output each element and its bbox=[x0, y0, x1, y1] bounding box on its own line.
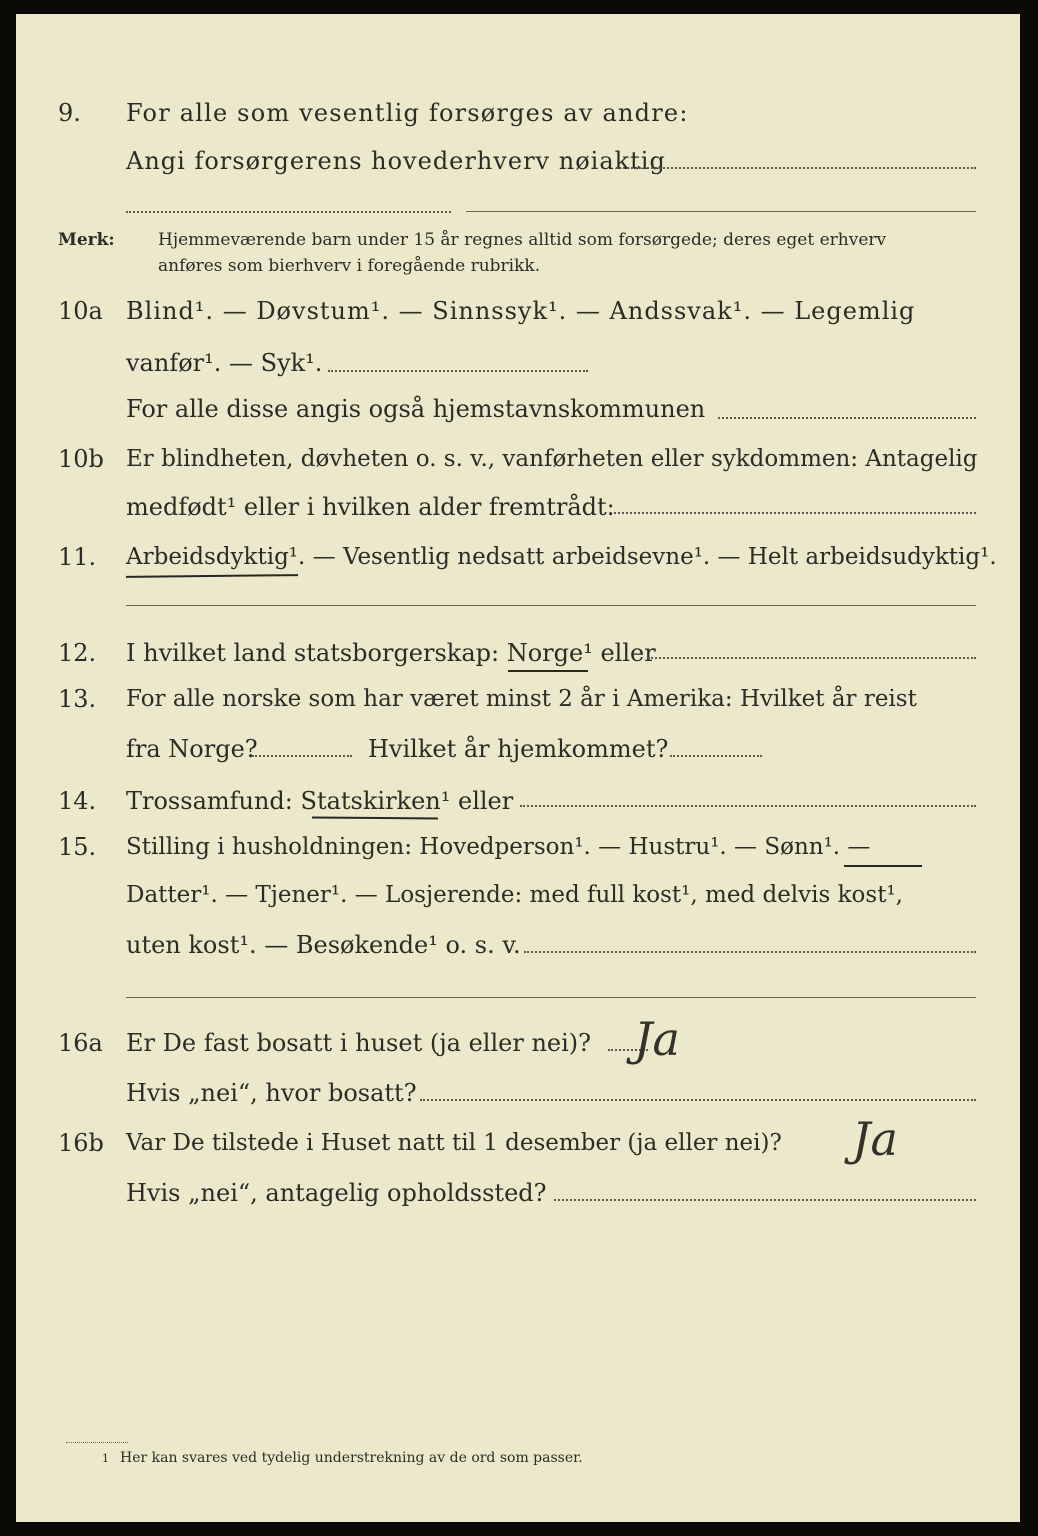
q10b-line2: medfødt¹ eller i hvilken alder fremtrådt: bbox=[126, 493, 615, 521]
footnote-rule bbox=[66, 1442, 128, 1443]
q10a-home-municipality-field[interactable] bbox=[718, 417, 976, 419]
q16a-line2: Hvis „nei“, hvor bosatt? bbox=[126, 1079, 417, 1107]
q10a-line1: Blind¹. — Døvstum¹. — Sinnssyk¹. — Andssvak¹. — Legemlig bbox=[126, 297, 916, 325]
q13-line1: For alle norske som har været minst 2 år i Amerika: Hvilket år reist bbox=[126, 686, 917, 712]
q16a-number: 16a bbox=[58, 1029, 103, 1057]
q9-line1: For alle som vesentlig forsørges av andre: bbox=[126, 99, 689, 127]
note-line2: anføres som bierhverv i foregående rubrikk. bbox=[158, 256, 541, 276]
underline-norge bbox=[508, 670, 588, 672]
q12-line1: I hvilket land statsborgerskap: Norge¹ eller bbox=[126, 639, 656, 667]
q14-number: 14. bbox=[58, 787, 97, 815]
note-line1: Hjemmeværende barn under 15 år regnes alltid som forsørgede; deres eget erhverv bbox=[158, 230, 887, 250]
q13-departure-year-field[interactable] bbox=[252, 755, 352, 757]
q10a-number: 10a bbox=[58, 297, 103, 325]
q10b-number: 10b bbox=[58, 445, 104, 473]
q11-line1: Arbeidsdyktig¹. — Vesentlig nedsatt arbeidsevne¹. — Helt arbeidsudyktig¹. bbox=[126, 544, 997, 570]
q9-answer-field-2[interactable] bbox=[126, 211, 451, 213]
underline-sonn bbox=[844, 865, 922, 867]
q16b-line1: Var De tilstede i Huset natt til 1 desember (ja eller nei)? bbox=[126, 1130, 782, 1156]
divider bbox=[126, 605, 976, 606]
q16a-handwritten-answer: Ja bbox=[634, 1012, 680, 1066]
divider bbox=[466, 211, 976, 212]
footnote-mark: 1 bbox=[102, 1452, 109, 1465]
q13-number: 13. bbox=[58, 685, 97, 713]
q10a-answer-field[interactable] bbox=[328, 370, 588, 372]
q15-line1: Stilling i husholdningen: Hovedperson¹. — Hustru¹. — Sønn¹. — bbox=[126, 834, 871, 860]
q13-line2a: fra Norge? bbox=[126, 735, 258, 763]
q16a-residence-field[interactable] bbox=[420, 1099, 976, 1101]
underline-arbeidsdyktig bbox=[126, 574, 298, 578]
q16b-number: 16b bbox=[58, 1129, 104, 1157]
q13-return-year-field[interactable] bbox=[670, 755, 762, 757]
q10b-answer-field[interactable] bbox=[614, 512, 976, 514]
q9-answer-field[interactable] bbox=[616, 167, 976, 169]
q10b-line1: Er blindheten, døvheten o. s. v., vanførheten eller sykdommen: Antagelig bbox=[126, 446, 978, 472]
q15-number: 15. bbox=[58, 833, 97, 861]
divider bbox=[126, 997, 976, 998]
q13-line2b: Hvilket år hjemkommet? bbox=[368, 735, 669, 763]
q16b-line2: Hvis „nei“, antagelig opholdssted? bbox=[126, 1179, 547, 1207]
q14-line1: Trossamfund: Statskirken¹ eller bbox=[126, 787, 514, 815]
q9-number: 9. bbox=[58, 99, 81, 127]
underline-statskirken bbox=[312, 816, 438, 819]
q12-answer-field[interactable] bbox=[648, 657, 976, 659]
q15-line3: uten kost¹. — Besøkende¹ o. s. v. bbox=[126, 931, 521, 959]
q10a-line2: vanfør¹. — Syk¹. bbox=[126, 349, 323, 377]
q10a-line3: For alle disse angis også hjemstavnskommunen bbox=[126, 395, 706, 423]
q12-number: 12. bbox=[58, 639, 97, 667]
q16b-handwritten-answer: Ja bbox=[852, 1112, 898, 1166]
q16b-whereabouts-field[interactable] bbox=[554, 1199, 976, 1201]
q14-answer-field[interactable] bbox=[520, 805, 976, 807]
q15-answer-field[interactable] bbox=[524, 951, 976, 953]
note-label: Merk: bbox=[58, 230, 115, 250]
footnote-text: Her kan svares ved tydelig understrekning av de ord som passer. bbox=[120, 1450, 583, 1466]
q15-line2: Datter¹. — Tjener¹. — Losjerende: med full kost¹, med delvis kost¹, bbox=[126, 882, 903, 908]
q11-number: 11. bbox=[58, 543, 97, 571]
census-form-page bbox=[16, 14, 1020, 1522]
q16a-line1: Er De fast bosatt i huset (ja eller nei)? bbox=[126, 1029, 592, 1057]
q9-line2: Angi forsørgerens hovederhverv nøiaktig bbox=[126, 147, 666, 175]
